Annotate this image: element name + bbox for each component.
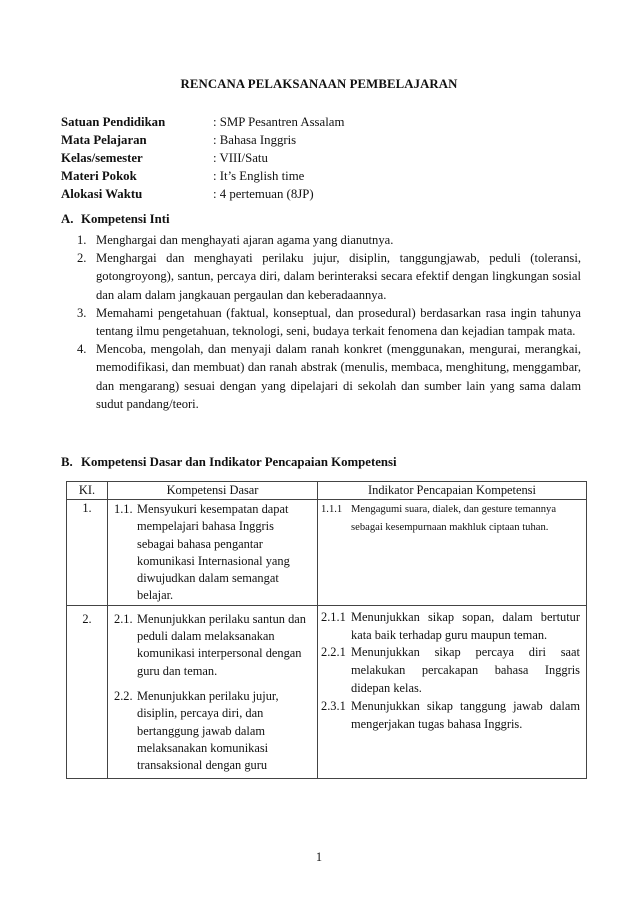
info-row-topic	[61, 167, 344, 185]
kd-text: Menunjukkan perilaku santun dan peduli dalam melaksanakan komunikasi interpersonal dengan guru dan teman.	[137, 611, 306, 678]
column-header-indicator: Indikator Pencapaian Kompetensi	[318, 482, 587, 500]
indicator-text: Menunjukkan sikap sopan, dalam bertutur kata baik terhadap guru maupun teman.	[351, 609, 580, 642]
kd-text: Menunjukkan perilaku jujur, disiplin, percaya diri, dan bertanggung jawab dalam melaksanakan komunikasi transaksional dengan guru	[137, 688, 279, 773]
list-number: 4.	[77, 342, 87, 357]
indicator-number: 1.1.1	[321, 504, 343, 515]
lesson-info	[61, 113, 344, 203]
section-a-heading	[61, 212, 170, 227]
info-row-time	[61, 185, 344, 203]
indicator-number: 2.2.1	[321, 645, 346, 660]
info-value: : 4 pertemuan (8JP)	[213, 187, 314, 201]
document-title: RENCANA PELAKSANAAN PEMBELAJARAN	[180, 77, 458, 91]
section-letter: A.	[61, 212, 74, 226]
indicator-item	[318, 644, 586, 697]
list-item	[77, 249, 581, 304]
indicator-item	[318, 609, 586, 645]
indicator-item	[318, 698, 586, 734]
info-value: : It’s English time	[213, 169, 305, 183]
ki-number: 2.	[67, 605, 108, 779]
list-text: Mencoba, mengolah, dan menyaji dalam ranah konkret (menggunakan, mengurai, merangkai, memodifikasi, dan membuat) dan ranah abstrak (menulis, membaca, menghitung, menggambar, dan mengarang) sesuai dengan yang dipelajari di sekolah dan sumber lain yang sama dalam sudut pandang/teori.	[96, 342, 581, 411]
list-number: 1.	[77, 233, 87, 247]
info-label: Alokasi Waktu	[61, 187, 143, 201]
section-letter: B.	[61, 455, 73, 469]
indicator-cell	[318, 605, 587, 779]
table-row	[67, 605, 587, 779]
list-item	[77, 304, 581, 340]
info-value: : VIII/Satu	[213, 151, 268, 165]
core-competence-list	[77, 231, 581, 413]
info-label: Mata Pelajaran	[61, 133, 147, 147]
competence-table	[66, 481, 587, 779]
list-item	[77, 231, 581, 249]
list-number: 2.	[77, 251, 87, 266]
section-title: Kompetensi Dasar dan Indikator Pencapaian Kompetensi	[81, 455, 397, 469]
kd-item	[108, 688, 317, 774]
list-text: Menghargai dan menghayati perilaku jujur, disiplin, tanggungjawab, peduli (toleransi, gotongroyong), santun, percaya diri, dalam berinteraksi secara efektif dengan lingkungan sosial dan alam dalam jangkauan pergaulan dan keberadaannya.	[96, 251, 581, 302]
indicator-text: Menunjukkan sikap tanggung jawab dalam mengerjakan tugas bahasa Inggris.	[351, 698, 580, 731]
info-row-school	[61, 113, 344, 131]
list-number: 3.	[77, 305, 87, 320]
list-text: Memahami pengetahuan (faktual, konseptual, dan prosedural) berdasarkan rasa ingin tahunya tentang ilmu pengetahuan, teknologi, seni, budaya terkait fenomena dan kejadian tampak mata.	[96, 305, 581, 339]
info-label: Satuan Pendidikan	[61, 115, 166, 129]
list-text: Menghargai dan menghayati ajaran agama yang dianutnya.	[96, 233, 394, 247]
info-row-class	[61, 149, 344, 167]
indicator-text: Mengagumi suara, dialek, dan gesture temannya sebagai kesempurnaan makhluk ciptaan tuhan.	[351, 504, 557, 533]
indicator-cell	[318, 500, 587, 606]
info-label: Kelas/semester	[61, 151, 143, 165]
kd-item	[108, 611, 317, 680]
kd-number: 2.1.	[114, 611, 133, 626]
list-item	[77, 340, 581, 413]
section-title: Kompetensi Inti	[81, 212, 170, 226]
info-row-subject	[61, 131, 344, 149]
info-label: Materi Pokok	[61, 169, 137, 183]
indicator-number: 2.1.1	[321, 609, 346, 624]
indicator-text: Menunjukkan sikap percaya diri saat melakukan percakapan bahasa Inggris didepan kelas.	[351, 645, 580, 695]
kd-cell	[108, 605, 318, 779]
ki-number: 1.	[67, 500, 108, 606]
info-value: : SMP Pesantren Assalam	[213, 115, 345, 129]
kd-cell	[108, 500, 318, 606]
column-header-kd: Kompetensi Dasar	[108, 482, 318, 500]
column-header-ki: KI.	[67, 482, 108, 500]
info-value: : Bahasa Inggris	[213, 133, 297, 147]
table-header-row	[67, 482, 587, 500]
kd-number: 2.2.	[114, 688, 133, 703]
kd-number: 1.1.	[114, 502, 133, 516]
table-row	[67, 500, 587, 606]
kd-text: Mensyukuri kesempatan dapat mempelajari bahasa Inggris sebagai bahasa pengantar komunikasi Internasional yang diwujudkan dalam semangat belajar.	[137, 502, 290, 603]
section-b-heading	[61, 455, 397, 470]
indicator-number: 2.3.1	[321, 698, 346, 713]
indicator-item	[318, 501, 586, 537]
kd-item	[108, 501, 317, 605]
page-number: 1	[315, 850, 323, 864]
